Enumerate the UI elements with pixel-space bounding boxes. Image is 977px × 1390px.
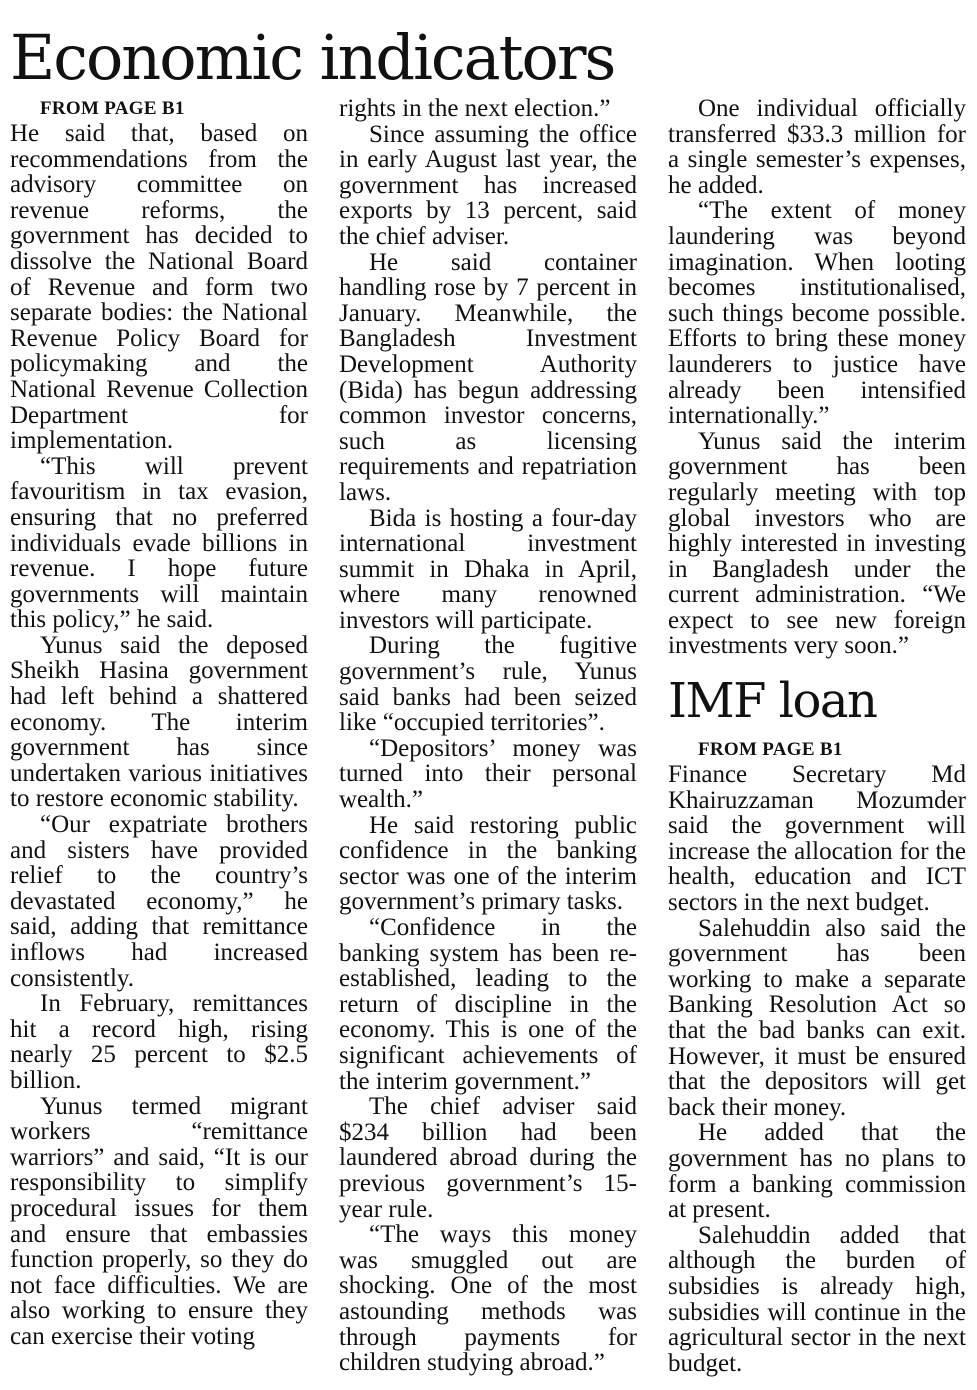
paragraph: He said restoring public confidence in the banking sector was one of the interim government’s primary tasks. bbox=[339, 811, 637, 916]
imf-kicker: FROM PAGE B1 bbox=[698, 739, 843, 761]
paragraph: The chief adviser said $234 billion had been laundered abroad during the previous government’s 15-year rule. bbox=[339, 1093, 637, 1223]
kicker: FROM PAGE B1 bbox=[40, 98, 185, 119]
paragraph: “Depositors’ money was turned into their personal wealth.” bbox=[339, 734, 637, 814]
paragraph: “The extent of money laundering was beyond imagination. When looting becomes institutionalised, such things become possible. Efforts to bring these money launderers to justice have already been intensified internationally.” bbox=[668, 197, 966, 430]
paragraph: In February, remittances hit a record high, rising nearly 25 percent to $2.5 billion. bbox=[10, 990, 308, 1094]
paragraph: He said that, based on recommendations from the advisory committee on revenue reforms, the government has decided to dissolve the National Board of Revenue and form two separate bodies: the National Revenue Policy Board for policymaking and the National Revenue Collection Department for implementation. bbox=[10, 120, 308, 455]
paragraph: He added that the government has no plans to form a banking commission at present. bbox=[668, 1119, 966, 1224]
paragraph: Yunus termed migrant workers “remittance warriors” and said, “It is our responsibility to simplify procedural issues for them and ensure that embassies function properly, so they do not face difficulties. We are also working to ensure they can exercise their voting bbox=[10, 1092, 308, 1350]
paragraph: Salehuddin also said the government has been working to make a separate Banking Resolution Act so that the bad banks can exit. However, it must be ensured that the depositors will get back their money. bbox=[668, 914, 966, 1121]
paragraph: During the fugitive government’s rule, Yunus said banks had been seized like “occupied territories”. bbox=[339, 632, 637, 737]
paragraph: Yunus said the interim government has been regularly meeting with top global investors who are highly interested in investing in Bangladesh under the current administration. “We expect to see new foreign investments very soon.” bbox=[668, 427, 966, 660]
paragraph: Salehuddin added that although the burden of subsidies is already high, subsidies will continue in the agricultural sector in the next budget. bbox=[668, 1221, 966, 1377]
paragraph: “Our expatriate brothers and sisters have provided relief to the country’s devastated economy,” he said, adding that remittance inflows had increased consistently. bbox=[10, 811, 308, 992]
paragraph: “Confidence in the banking system has been re-established, leading to the return of discipline in the economy. This is one of the significant achievements of the interim government.” bbox=[339, 914, 637, 1095]
paragraph: “The ways this money was smuggled out are shocking. One of the most astounding methods was through payments for children studying abroad.” bbox=[339, 1221, 637, 1377]
column-3 bbox=[668, 96, 966, 1376]
paragraph: Bida is hosting a four-day international investment summit in Dhaka in April, where many renowned investors will participate. bbox=[339, 504, 637, 634]
paragraph: Finance Secretary Md Khairuzzaman Mozumder said the government will increase the allocation for the health, education and ICT sectors in the next budget. bbox=[668, 761, 966, 917]
paragraph: Since assuming the office in early August last year, the government has increased exports by 13 percent, said the chief adviser. bbox=[339, 120, 637, 250]
imf-headline: IMF loan bbox=[668, 673, 877, 730]
headline: Economic indicators bbox=[10, 21, 615, 94]
paragraph: He said container handling rose by 7 percent in January. Meanwhile, the Bangladesh Investment Development Authority (Bida) has begun addressing common investor concerns, such as licensing requirements and repatriation laws. bbox=[339, 248, 637, 506]
paragraph: One individual officially transferred $33.3 million for a single semester’s expenses, he added. bbox=[668, 95, 966, 199]
paragraph-continued: rights in the next election.” bbox=[339, 95, 611, 122]
column-2 bbox=[339, 96, 637, 1376]
column-1 bbox=[10, 96, 308, 1350]
paragraph: Yunus said the deposed Sheikh Hasina government had left behind a shattered economy. The interim government has since undertaken various initiatives to restore economic stability. bbox=[10, 631, 308, 813]
paragraph: “This will prevent favouritism in tax evasion, ensuring that no preferred individuals evade billions in revenue. I hope future governments will maintain this policy,” he said. bbox=[10, 452, 308, 634]
